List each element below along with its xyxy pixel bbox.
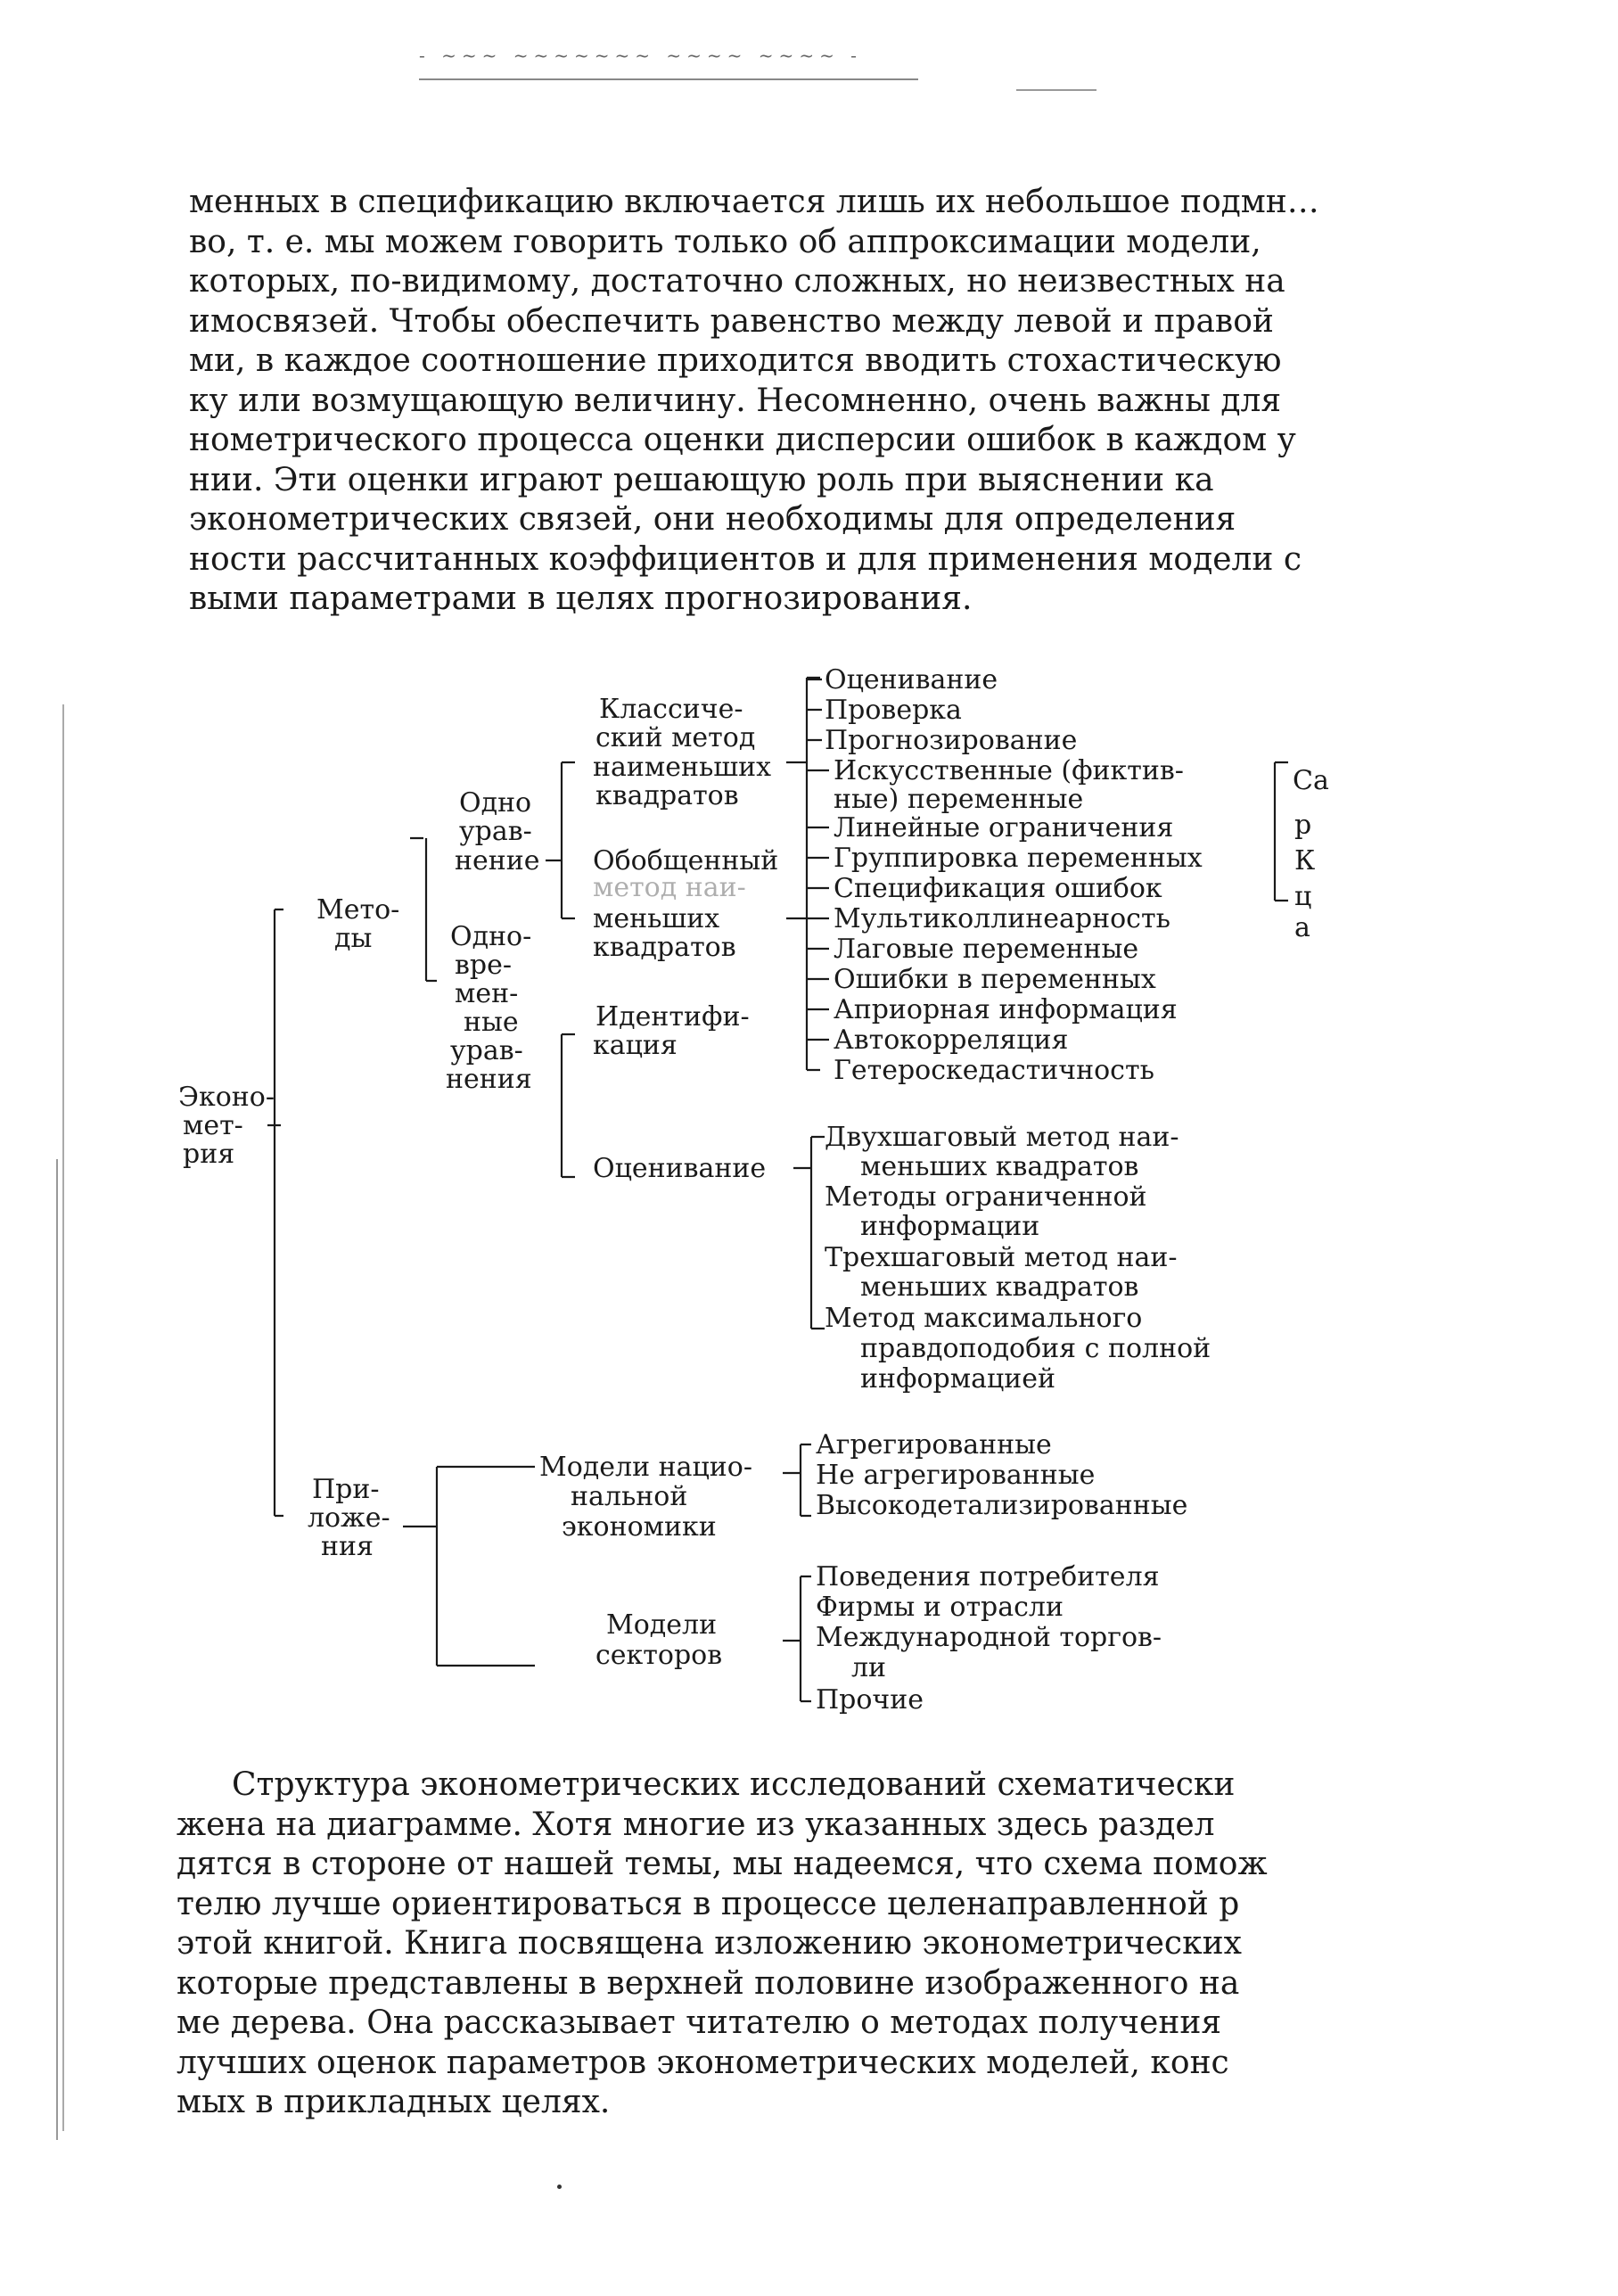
header-noise: - ~~~ ~~~~~~~ ~~~~ ~~~~ - [419,45,862,66]
list-item: Искусственные (фиктив- [834,755,1184,786]
node-estimation: Оценивание [593,1153,767,1184]
text-line: во, т. е. мы можем говорить только об аппроксимации модели, [189,223,1261,260]
node-text: ния [321,1531,374,1562]
node-text: рия [183,1139,235,1170]
list-item: Метод максимального [825,1303,1143,1334]
list-item: Высокодетализированные [816,1490,1188,1521]
text-line: имосвязей. Чтобы обеспечить равенство между левой и правой [189,302,1274,340]
list-item: Поведения потребителя [816,1561,1160,1592]
node-text: Идентифи- [595,1001,750,1033]
list-item: Линейные ограничения [834,812,1174,844]
node-text: Модели [606,1609,718,1641]
fragment-text: ц [1294,881,1312,912]
sector-bracket [783,1576,811,1701]
fragment-text: р [1294,810,1312,841]
list-item: Лаговые переменные [834,934,1139,965]
node-text: Обобщенный [593,845,779,876]
list-item: Методы ограниченной [825,1181,1147,1213]
side-fragment [1275,762,1329,943]
node-text: нения [446,1064,532,1095]
node-text: мет- [183,1110,243,1141]
list-item: Группировка переменных [834,843,1203,874]
list-item: ли [851,1652,887,1683]
node-methods [316,894,399,954]
text-line: ку или возмущающую величину. Несомненно, очень важны для [189,382,1282,419]
node-text: При- [312,1474,380,1505]
list-item: Двухшаговый метод наи- [825,1122,1179,1153]
root-bracket [267,909,283,1516]
page-dot [557,2185,562,2189]
node-one-equation [455,787,540,876]
node-gls [593,845,778,963]
node-text: квадратов [593,932,736,963]
node-text: нальной [571,1481,688,1512]
text-line: эконометрических связей, они необходимы для определения [189,501,1236,538]
node-text: квадратов [595,780,739,811]
list-item: Оценивание [825,664,998,695]
list-item: Фирмы и отрасли [816,1592,1064,1623]
node-text: Мето- [316,894,400,926]
list-item: Прочие [816,1684,924,1716]
text-line: ности рассчитанных коэффициентов и для применения модели с [189,540,1302,578]
node-text: экономики [562,1511,717,1543]
text-line: дятся в стороне от нашей темы, мы надеемся, что схема помож [177,1846,1268,1882]
list-item: Не агрегированные [816,1460,1096,1491]
node-identification [593,1001,750,1061]
node-text: мен- [455,978,519,1009]
node-text: метод наи- [593,872,746,903]
node-text: ложе- [308,1502,390,1534]
national-types-list [816,1429,1187,1521]
one-equation-bracket [546,762,575,918]
national-bracket [783,1444,811,1516]
node-text: урав- [459,816,532,847]
list-item: Мультиколлинеарность [834,903,1170,934]
text-line: телю лучше ориентироваться в процессе целенаправленной р [177,1885,1240,1922]
ols-bracket [786,678,820,1070]
list-item: информации [860,1211,1040,1242]
node-national-models [539,1452,752,1543]
list-item: Гетероскедастичность [834,1055,1154,1086]
fragment-text: К [1294,845,1316,876]
text-line: Структура эконометрических исследований схематически [232,1766,1236,1803]
text-line: лучших оценок параметров эконометрических моделей, конс [177,2044,1229,2081]
list-item: Автокорреляция [834,1025,1069,1056]
node-text: ды [334,923,373,954]
list-item: Ошибки в переменных [834,964,1156,995]
text-line: которые представлены в верхней половине изображенного на [177,1964,1240,2002]
text-line: мых в прикладных целях. [177,2084,611,2120]
ols-topics-list [825,664,1203,1086]
node-text: секторов [595,1640,723,1671]
fragment-text: а [1294,912,1310,943]
methods-bracket [410,838,437,981]
list-item: ные) переменные [834,784,1084,815]
text-line: менных в спецификацию включается лишь их небольшое подмн… [189,184,1319,220]
text-line: этой книгой. Книга посвящена изложению эконометрических [177,1925,1242,1962]
node-text: Эконо- [178,1082,275,1113]
list-item: Агрегированные [816,1429,1052,1461]
node-text: кация [593,1030,678,1061]
fragment-text: Са [1293,765,1329,796]
estimation-methods-list [825,1122,1211,1395]
node-text: наименьших [593,752,772,783]
text-line: жена на диаграмме. Хотя многие из указанных здесь раздел [177,1806,1215,1843]
text-line: нометрического процесса оценки дисперсии ошибок в каждом у [189,422,1296,458]
list-item: меньших квадратов [860,1151,1139,1182]
node-text: вре- [455,950,512,981]
node-text: нение [455,845,540,876]
sector-types-list [816,1561,1162,1716]
bottom-paragraph [177,1765,1389,2123]
list-item: информацией [860,1363,1055,1395]
text-line: ми, в каждое соотношение приходится вводить стохастическую [189,342,1282,379]
node-text: меньших [593,903,720,934]
node-text: Модели нацио- [539,1452,752,1483]
node-simultaneous [446,921,532,1095]
list-item: Международной торгов- [816,1622,1162,1653]
list-item: Трехшаговый метод наи- [825,1242,1178,1273]
node-text: ные [464,1007,519,1038]
node-text: Одно [459,787,532,819]
text-line: нии. Эти оценки играют решающую роль при выяснении ка [189,461,1214,498]
node-text: урав- [450,1035,523,1066]
list-item: Априорная информация [834,994,1178,1025]
node-ols [593,694,771,811]
node-econometrics [178,1082,275,1170]
text-line: ме дерева. Она рассказывает читателю о методах получения [177,2004,1222,2041]
text-line: которых, по-видимому, достаточно сложных, но неизвестных на [189,263,1285,300]
node-text: Одно- [450,921,532,952]
text-line: выми параметрами в целях прогнозирования. [189,580,973,617]
estimation-bracket [793,1137,825,1329]
node-text: ский метод [595,722,756,753]
simultaneous-bracket [562,1034,575,1177]
list-item: Прогнозирование [825,725,1078,756]
node-sector-models [595,1609,722,1671]
list-item: Спецификация ошибок [834,873,1162,904]
side-bracket [1275,762,1288,901]
node-applications [308,1474,390,1562]
node-text: Классиче- [599,694,743,725]
list-item: правдоподобия с полной [860,1333,1211,1364]
list-item: Проверка [825,695,962,726]
list-item: меньших квадратов [860,1271,1139,1303]
applications-bracket [403,1467,535,1666]
